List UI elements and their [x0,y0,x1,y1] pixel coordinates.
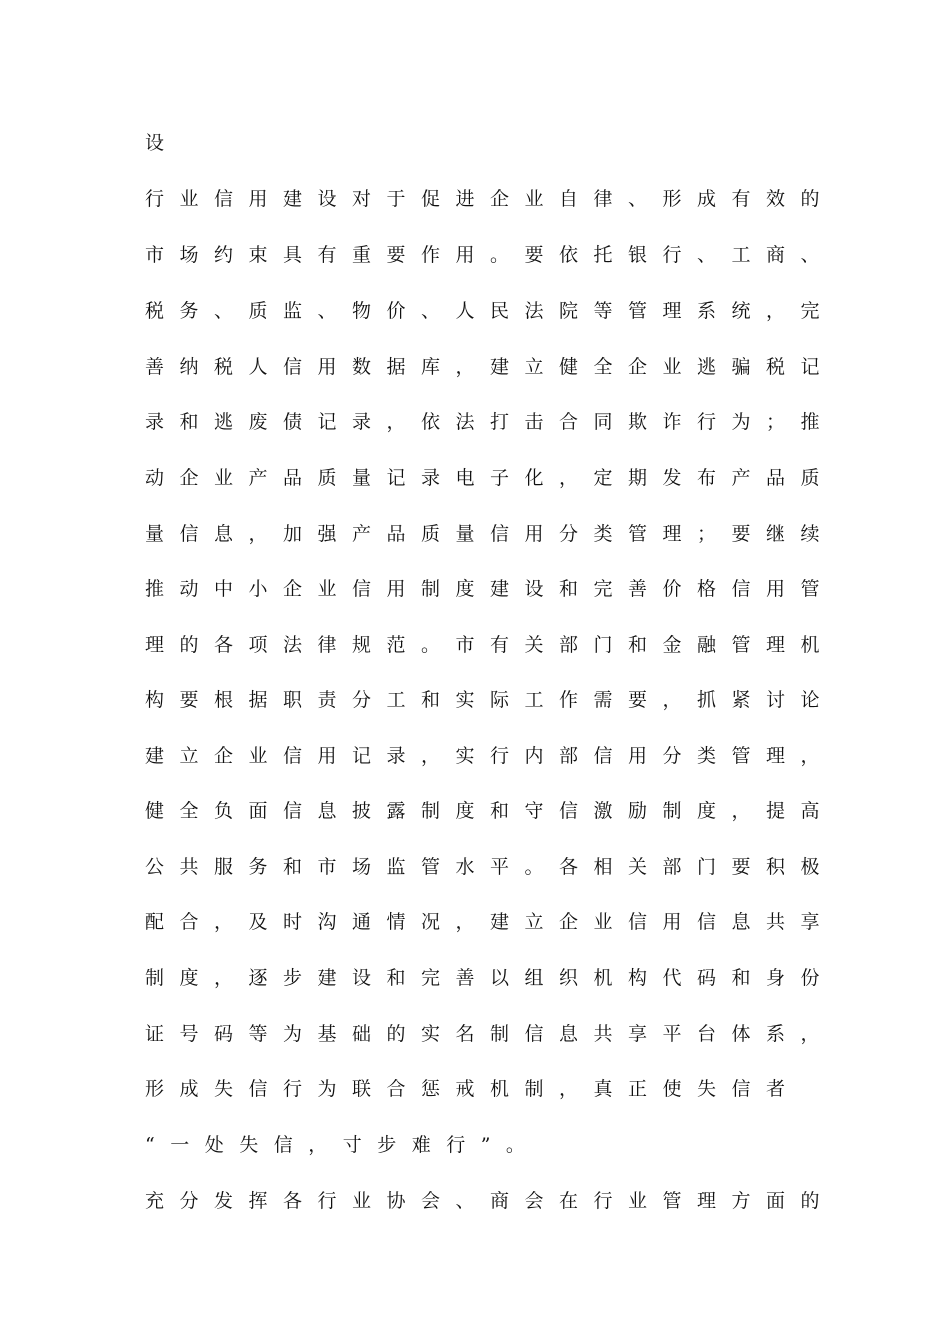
text-line: 推动中小企业信用制度建设和完善价格信用管 [145,578,836,600]
text-line: 录和逃废债记录，依法打击合同欺诈行为；推 [145,411,836,433]
text-line: 税务、质监、物价、人民法院等管理系统，完 [145,300,836,322]
text-line: 设 [145,132,180,154]
text-line: 行业信用建设对于促进企业自律、形成有效的 [145,188,836,210]
text-line: 动企业产品质量记录电子化，定期发布产品质 [145,467,836,489]
text-line: 建立企业信用记录，实行内部信用分类管理， [145,745,836,767]
text-line: 制度，逐步建设和完善以组织机构代码和身份 [145,967,836,989]
text-line: 公共服务和市场监管水平。各相关部门要积极 [145,856,836,878]
text-line: 充分发挥各行业协会、商会在行业管理方面的 [145,1190,836,1212]
text-line: 构要根据职责分工和实际工作需要，抓紧讨论 [145,689,836,711]
text-line: 市场约束具有重要作用。要依托银行、工商、 [145,244,836,266]
text-line: 量信息，加强产品质量信用分类管理；要继续 [145,523,836,545]
text-line: 善纳税人信用数据库，建立健全企业逃骗税记 [145,356,836,378]
text-line: “一处失信，寸步难行”。 [145,1134,541,1156]
text-line: 理的各项法律规范。市有关部门和金融管理机 [145,634,836,656]
text-line: 健全负面信息披露制度和守信激励制度，提高 [145,800,836,822]
text-line: 证号码等为基础的实名制信息共享平台体系， [145,1023,836,1045]
text-line: 形成失信行为联合惩戒机制，真正使失信者 [145,1078,801,1100]
text-line: 配合，及时沟通情况，建立企业信用信息共享 [145,911,836,933]
